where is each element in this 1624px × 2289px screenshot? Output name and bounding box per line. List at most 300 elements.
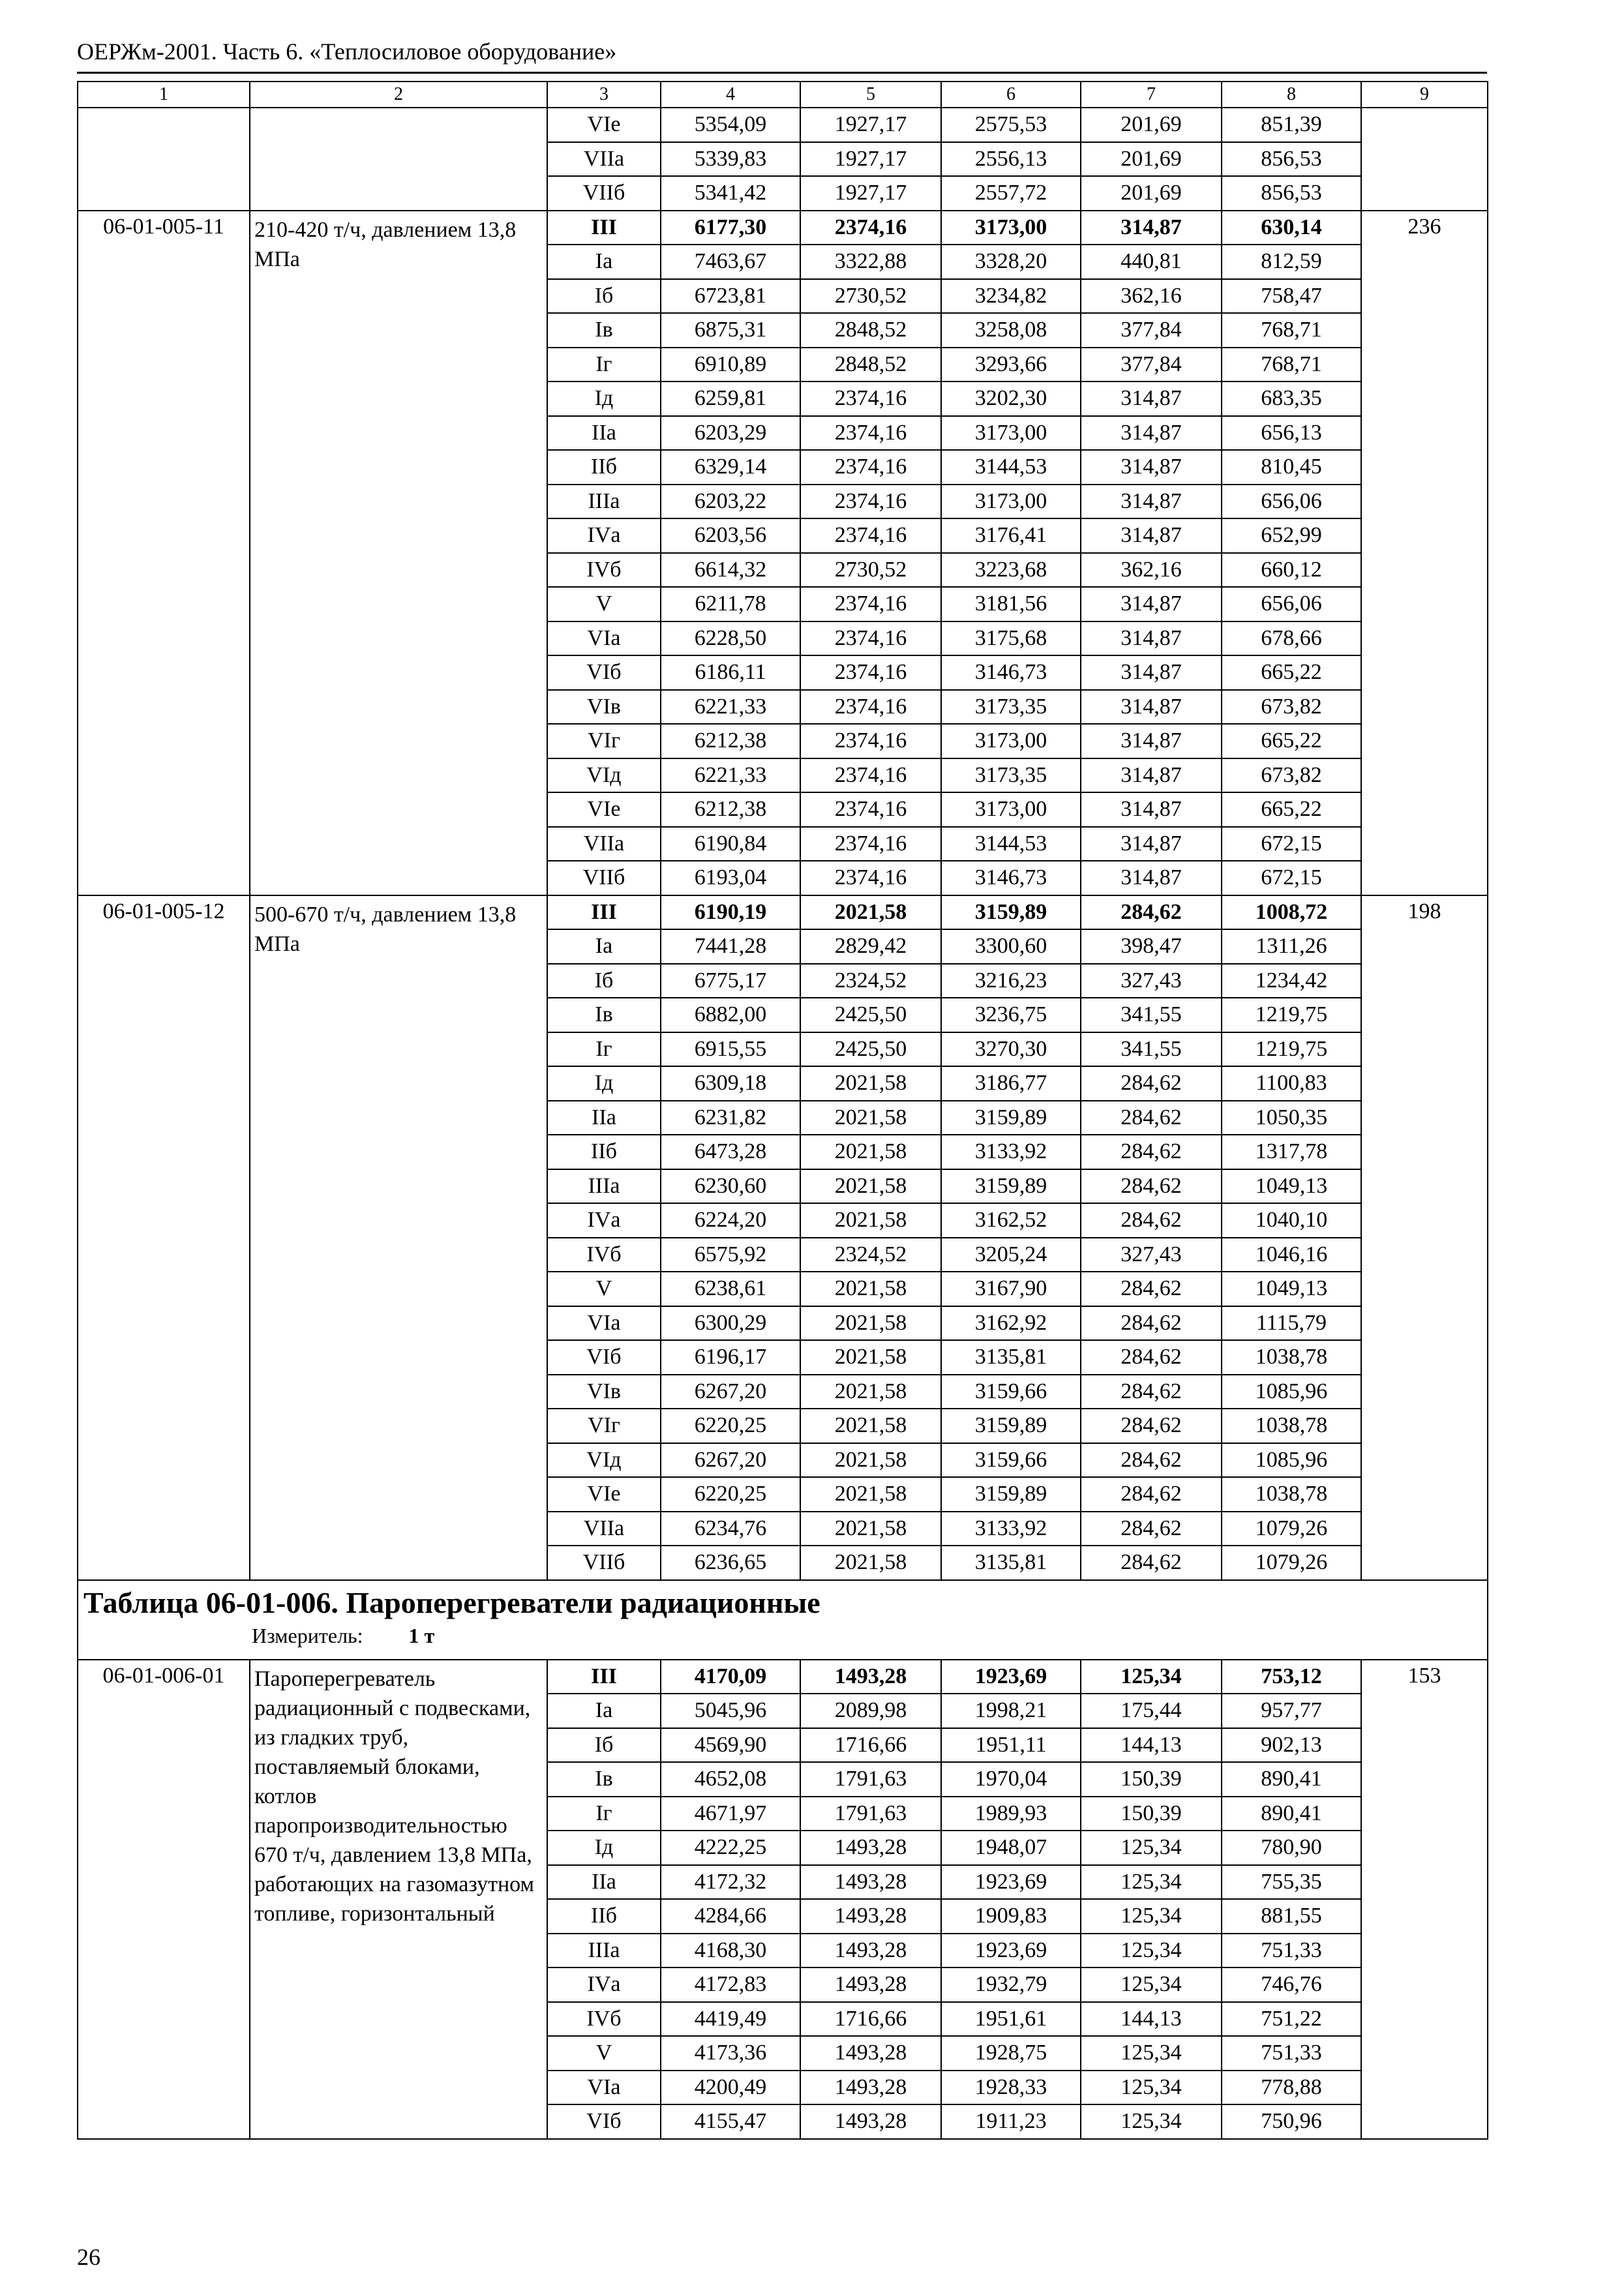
- value-cell: 125,34: [1081, 1831, 1222, 1865]
- value-cell: 4172,83: [661, 1967, 800, 2002]
- value-cell: 362,16: [1081, 279, 1222, 314]
- value-cell: 751,22: [1222, 2002, 1361, 2037]
- value-cell: 377,84: [1081, 348, 1222, 382]
- value-cell: 3216,23: [941, 964, 1081, 998]
- value-cell: 4671,97: [661, 1797, 800, 1831]
- column-number: 3: [547, 82, 661, 108]
- value-cell: 2021,58: [800, 1409, 941, 1443]
- value-cell: 1234,42: [1222, 964, 1361, 998]
- value-cell: 3173,35: [941, 758, 1081, 793]
- value-cell: 778,88: [1222, 2071, 1361, 2105]
- value-cell: 851,39: [1222, 108, 1361, 142]
- value-cell: 314,87: [1081, 450, 1222, 485]
- value-cell: 6221,33: [661, 690, 800, 725]
- value-cell: 1716,66: [800, 2002, 941, 2037]
- value-cell: 2374,16: [800, 518, 941, 553]
- value-cell: 6190,84: [661, 827, 800, 861]
- value-cell: 3133,92: [941, 1512, 1081, 1546]
- value-cell: 3159,89: [941, 895, 1081, 930]
- column-number: 7: [1081, 82, 1222, 108]
- value-cell: 5339,83: [661, 142, 800, 177]
- value-cell: 6614,32: [661, 553, 800, 588]
- value-cell: 1008,72: [1222, 895, 1361, 930]
- value-cell: 683,35: [1222, 382, 1361, 416]
- value-cell: 314,87: [1081, 211, 1222, 245]
- value-cell: 125,34: [1081, 1934, 1222, 1968]
- zone-cell: IIа: [547, 1865, 661, 1900]
- zone-cell: VIд: [547, 1443, 661, 1478]
- value-cell: 284,62: [1081, 1101, 1222, 1135]
- zone-cell: VIIа: [547, 142, 661, 177]
- value-cell: 3144,53: [941, 450, 1081, 485]
- value-cell: 7441,28: [661, 929, 800, 964]
- value-cell: 6910,89: [661, 348, 800, 382]
- zone-cell: Iг: [547, 348, 661, 382]
- value-cell: 6220,25: [661, 1477, 800, 1512]
- description-cell: [250, 108, 547, 211]
- value-cell: 2021,58: [800, 1306, 941, 1341]
- value-cell: 6329,14: [661, 450, 800, 485]
- zone-cell: Iб: [547, 964, 661, 998]
- zone-cell: Iа: [547, 245, 661, 279]
- value-cell: 6230,60: [661, 1169, 800, 1204]
- zone-cell: IIб: [547, 1135, 661, 1169]
- value-cell: 1079,26: [1222, 1512, 1361, 1546]
- description-cell: 210-420 т/ч, давлением 13,8 МПа: [250, 211, 547, 895]
- value-cell: 656,13: [1222, 416, 1361, 451]
- value-cell: 144,13: [1081, 1728, 1222, 1763]
- value-cell: 150,39: [1081, 1797, 1222, 1831]
- value-cell: 6231,82: [661, 1101, 800, 1135]
- value-cell: 2089,98: [800, 1694, 941, 1728]
- value-cell: 2425,50: [800, 1032, 941, 1067]
- column-number: 5: [800, 82, 941, 108]
- zone-cell: VIа: [547, 1306, 661, 1341]
- value-cell: 6190,19: [661, 895, 800, 930]
- zone-cell: Iг: [547, 1032, 661, 1067]
- zone-cell: Iв: [547, 1762, 661, 1797]
- zone-cell: IVа: [547, 1967, 661, 2002]
- value-cell: 1923,69: [941, 1934, 1081, 1968]
- value-cell: 6259,81: [661, 382, 800, 416]
- value-cell: 4173,36: [661, 2036, 800, 2071]
- value-cell: 314,87: [1081, 690, 1222, 725]
- page-number: 26: [77, 2244, 100, 2270]
- value-cell: 1989,93: [941, 1797, 1081, 1831]
- value-cell: 2021,58: [800, 1443, 941, 1478]
- value-cell: 150,39: [1081, 1762, 1222, 1797]
- value-cell: 2021,58: [800, 1512, 941, 1546]
- value-cell: 673,82: [1222, 690, 1361, 725]
- value-cell: 1951,61: [941, 2002, 1081, 2037]
- value-cell: 881,55: [1222, 1899, 1361, 1934]
- value-cell: 284,62: [1081, 1135, 1222, 1169]
- value-cell: 6723,81: [661, 279, 800, 314]
- value-cell: 6300,29: [661, 1306, 800, 1341]
- value-cell: 1927,17: [800, 108, 941, 142]
- value-cell: 753,12: [1222, 1660, 1361, 1694]
- value-cell: 2324,52: [800, 964, 941, 998]
- zone-cell: VIг: [547, 1409, 661, 1443]
- column-number-row: [78, 82, 1488, 108]
- table-heading-cell: [78, 1580, 1488, 1660]
- value-cell: 314,87: [1081, 724, 1222, 758]
- value-cell: 2848,52: [800, 348, 941, 382]
- value-cell: 3146,73: [941, 655, 1081, 690]
- header-rule: [77, 72, 1487, 74]
- zone-cell: VIIа: [547, 827, 661, 861]
- zone-cell: III: [547, 895, 661, 930]
- zone-cell: Iд: [547, 1066, 661, 1101]
- value-cell: 7463,67: [661, 245, 800, 279]
- zone-cell: Iа: [547, 1694, 661, 1728]
- value-cell: 6875,31: [661, 313, 800, 348]
- value-cell: 1927,17: [800, 142, 941, 177]
- value-cell: 4222,25: [661, 1831, 800, 1865]
- value-cell: 1998,21: [941, 1694, 1081, 1728]
- value-cell: 341,55: [1081, 998, 1222, 1032]
- value-cell: 314,87: [1081, 587, 1222, 621]
- value-cell: 755,35: [1222, 1865, 1361, 1900]
- value-cell: 6203,56: [661, 518, 800, 553]
- value-cell: 4168,30: [661, 1934, 800, 1968]
- col9-cell: 236: [1361, 211, 1488, 895]
- value-cell: 314,87: [1081, 382, 1222, 416]
- value-cell: 1085,96: [1222, 1443, 1361, 1478]
- value-cell: 3133,92: [941, 1135, 1081, 1169]
- page-header: ОЕРЖм-2001. Часть 6. «Теплосиловое оборудование»: [77, 38, 617, 65]
- zone-cell: III: [547, 1660, 661, 1694]
- value-cell: 2021,58: [800, 1066, 941, 1101]
- zone-cell: Iг: [547, 1797, 661, 1831]
- column-number: 2: [250, 82, 547, 108]
- value-cell: 1493,28: [800, 1967, 941, 2002]
- zone-cell: IVа: [547, 518, 661, 553]
- value-cell: 1911,23: [941, 2104, 1081, 2139]
- value-cell: 1716,66: [800, 1728, 941, 1763]
- col9-cell: 198: [1361, 895, 1488, 1580]
- value-cell: 2021,58: [800, 1375, 941, 1409]
- table-heading-row: [78, 1580, 1488, 1660]
- value-cell: 284,62: [1081, 895, 1222, 930]
- value-cell: 672,15: [1222, 861, 1361, 895]
- value-cell: 1948,07: [941, 1831, 1081, 1865]
- value-cell: 284,62: [1081, 1477, 1222, 1512]
- value-cell: 1909,83: [941, 1899, 1081, 1934]
- value-cell: 6309,18: [661, 1066, 800, 1101]
- value-cell: 890,41: [1222, 1762, 1361, 1797]
- column-number: 9: [1361, 82, 1488, 108]
- value-cell: 3234,82: [941, 279, 1081, 314]
- value-cell: 3159,89: [941, 1409, 1081, 1443]
- measure-unit: 1 т: [408, 1623, 435, 1647]
- col9-cell: 153: [1361, 1660, 1488, 2139]
- value-cell: 3175,68: [941, 621, 1081, 656]
- value-cell: 2374,16: [800, 382, 941, 416]
- value-cell: 1038,78: [1222, 1340, 1361, 1375]
- value-cell: 2374,16: [800, 485, 941, 519]
- value-cell: 377,84: [1081, 313, 1222, 348]
- value-cell: 4200,49: [661, 2071, 800, 2105]
- value-cell: 2848,52: [800, 313, 941, 348]
- value-cell: 1049,13: [1222, 1169, 1361, 1204]
- value-cell: 6212,38: [661, 724, 800, 758]
- value-cell: 284,62: [1081, 1340, 1222, 1375]
- value-cell: 2557,72: [941, 176, 1081, 211]
- zone-cell: V: [547, 2036, 661, 2071]
- value-cell: 1493,28: [800, 2104, 941, 2139]
- value-cell: 665,22: [1222, 655, 1361, 690]
- zone-cell: VIб: [547, 1340, 661, 1375]
- value-cell: 1038,78: [1222, 1477, 1361, 1512]
- value-cell: 3173,00: [941, 416, 1081, 451]
- value-cell: 812,59: [1222, 245, 1361, 279]
- value-cell: 3270,30: [941, 1032, 1081, 1067]
- value-cell: 2374,16: [800, 450, 941, 485]
- value-cell: 810,45: [1222, 450, 1361, 485]
- value-cell: 3135,81: [941, 1340, 1081, 1375]
- value-cell: 768,71: [1222, 313, 1361, 348]
- value-cell: 5045,96: [661, 1694, 800, 1728]
- value-cell: 2021,58: [800, 1340, 941, 1375]
- value-cell: 2829,42: [800, 929, 941, 964]
- value-cell: 284,62: [1081, 1409, 1222, 1443]
- value-cell: 284,62: [1081, 1306, 1222, 1341]
- value-cell: 3159,66: [941, 1443, 1081, 1478]
- value-cell: 656,06: [1222, 587, 1361, 621]
- value-cell: 1791,63: [800, 1762, 941, 1797]
- value-cell: 3159,89: [941, 1477, 1081, 1512]
- value-cell: 1038,78: [1222, 1409, 1361, 1443]
- table-row: [78, 211, 1488, 245]
- value-cell: 3181,56: [941, 587, 1081, 621]
- value-cell: 1493,28: [800, 1831, 941, 1865]
- value-cell: 327,43: [1081, 1238, 1222, 1272]
- value-cell: 1046,16: [1222, 1238, 1361, 1272]
- value-cell: 2021,58: [800, 1203, 941, 1238]
- table-row: [78, 1660, 1488, 1694]
- zone-cell: VIIб: [547, 1546, 661, 1580]
- value-cell: 284,62: [1081, 1169, 1222, 1204]
- value-cell: 201,69: [1081, 108, 1222, 142]
- value-cell: 1493,28: [800, 1899, 941, 1934]
- value-cell: 3173,00: [941, 485, 1081, 519]
- value-cell: 6203,22: [661, 485, 800, 519]
- col9-cell: [1361, 108, 1488, 211]
- value-cell: 768,71: [1222, 348, 1361, 382]
- value-cell: 284,62: [1081, 1546, 1222, 1580]
- zone-cell: VIг: [547, 724, 661, 758]
- column-number: 6: [941, 82, 1081, 108]
- zone-cell: IVб: [547, 2002, 661, 2037]
- zone-cell: IIIа: [547, 485, 661, 519]
- value-cell: 440,81: [1081, 245, 1222, 279]
- value-cell: 3236,75: [941, 998, 1081, 1032]
- value-cell: 957,77: [1222, 1694, 1361, 1728]
- zone-cell: VIб: [547, 2104, 661, 2139]
- value-cell: 3328,20: [941, 245, 1081, 279]
- value-cell: 665,22: [1222, 724, 1361, 758]
- value-cell: 125,34: [1081, 2071, 1222, 2105]
- value-cell: 3159,89: [941, 1101, 1081, 1135]
- value-cell: 6236,65: [661, 1546, 800, 1580]
- zone-cell: Iд: [547, 382, 661, 416]
- value-cell: 660,12: [1222, 553, 1361, 588]
- value-cell: 2021,58: [800, 1546, 941, 1580]
- value-cell: 6211,78: [661, 587, 800, 621]
- zone-cell: Iв: [547, 313, 661, 348]
- value-cell: 4569,90: [661, 1728, 800, 1763]
- value-cell: 327,43: [1081, 964, 1222, 998]
- value-cell: 6228,50: [661, 621, 800, 656]
- value-cell: 3322,88: [800, 245, 941, 279]
- value-cell: 6186,11: [661, 655, 800, 690]
- value-cell: 284,62: [1081, 1272, 1222, 1306]
- zone-cell: VIе: [547, 1477, 661, 1512]
- measure-line: [252, 1623, 1482, 1649]
- value-cell: 314,87: [1081, 758, 1222, 793]
- value-cell: 3167,90: [941, 1272, 1081, 1306]
- value-cell: 1951,11: [941, 1728, 1081, 1763]
- value-cell: 125,34: [1081, 1660, 1222, 1694]
- code-cell: 06-01-006-01: [78, 1660, 250, 2139]
- zone-cell: VIIб: [547, 176, 661, 211]
- value-cell: 1100,83: [1222, 1066, 1361, 1101]
- value-cell: 1970,04: [941, 1762, 1081, 1797]
- value-cell: 1493,28: [800, 2036, 941, 2071]
- value-cell: 1923,69: [941, 1660, 1081, 1694]
- column-number: 1: [78, 82, 250, 108]
- value-cell: 3176,41: [941, 518, 1081, 553]
- value-cell: 2374,16: [800, 416, 941, 451]
- value-cell: 2374,16: [800, 211, 941, 245]
- table-title: Таблица 06-01-006. Пароперегреватели радиационные: [83, 1585, 820, 1619]
- value-cell: 2374,16: [800, 827, 941, 861]
- zone-cell: IIб: [547, 1899, 661, 1934]
- zone-cell: IIб: [547, 450, 661, 485]
- value-cell: 6177,30: [661, 211, 800, 245]
- value-cell: 3144,53: [941, 827, 1081, 861]
- value-cell: 314,87: [1081, 792, 1222, 827]
- measure-label: Измеритель:: [252, 1623, 363, 1647]
- value-cell: 6882,00: [661, 998, 800, 1032]
- zone-cell: III: [547, 211, 661, 245]
- value-cell: 201,69: [1081, 176, 1222, 211]
- value-cell: 746,76: [1222, 1967, 1361, 2002]
- value-cell: 652,99: [1222, 518, 1361, 553]
- value-cell: 125,34: [1081, 2104, 1222, 2139]
- value-cell: 2425,50: [800, 998, 941, 1032]
- value-cell: 1791,63: [800, 1797, 941, 1831]
- zone-cell: VIв: [547, 1375, 661, 1409]
- value-cell: 630,14: [1222, 211, 1361, 245]
- value-cell: 4284,66: [661, 1899, 800, 1934]
- price-table: [77, 81, 1488, 2140]
- value-cell: 314,87: [1081, 416, 1222, 451]
- value-cell: 902,13: [1222, 1728, 1361, 1763]
- value-cell: 6915,55: [661, 1032, 800, 1067]
- value-cell: 780,90: [1222, 1831, 1361, 1865]
- description-cell: 500-670 т/ч, давлением 13,8 МПа: [250, 895, 547, 1580]
- value-cell: 4419,49: [661, 2002, 800, 2037]
- value-cell: 1085,96: [1222, 1375, 1361, 1409]
- zone-cell: IIа: [547, 1101, 661, 1135]
- value-cell: 673,82: [1222, 758, 1361, 793]
- value-cell: 6193,04: [661, 861, 800, 895]
- value-cell: 398,47: [1081, 929, 1222, 964]
- value-cell: 6238,61: [661, 1272, 800, 1306]
- value-cell: 3202,30: [941, 382, 1081, 416]
- value-cell: 2374,16: [800, 758, 941, 793]
- value-cell: 672,15: [1222, 827, 1361, 861]
- value-cell: 284,62: [1081, 1203, 1222, 1238]
- value-cell: 314,87: [1081, 827, 1222, 861]
- value-cell: 3159,66: [941, 1375, 1081, 1409]
- value-cell: 3173,35: [941, 690, 1081, 725]
- zone-cell: IIIа: [547, 1934, 661, 1968]
- code-cell: 06-01-005-11: [78, 211, 250, 895]
- value-cell: 3173,00: [941, 724, 1081, 758]
- value-cell: 125,34: [1081, 1865, 1222, 1900]
- value-cell: 284,62: [1081, 1066, 1222, 1101]
- value-cell: 2021,58: [800, 895, 941, 930]
- value-cell: 3173,00: [941, 792, 1081, 827]
- value-cell: 3293,66: [941, 348, 1081, 382]
- value-cell: 4170,09: [661, 1660, 800, 1694]
- value-cell: 314,87: [1081, 485, 1222, 519]
- value-cell: 1923,69: [941, 1865, 1081, 1900]
- value-cell: 1927,17: [800, 176, 941, 211]
- zone-cell: Iд: [547, 1831, 661, 1865]
- value-cell: 3162,92: [941, 1306, 1081, 1341]
- value-cell: 1219,75: [1222, 998, 1361, 1032]
- value-cell: 3205,24: [941, 1238, 1081, 1272]
- value-cell: 2374,16: [800, 792, 941, 827]
- zone-cell: V: [547, 1272, 661, 1306]
- value-cell: 6220,25: [661, 1409, 800, 1443]
- value-cell: 751,33: [1222, 1934, 1361, 1968]
- value-cell: 758,47: [1222, 279, 1361, 314]
- value-cell: 2374,16: [800, 587, 941, 621]
- value-cell: 1928,33: [941, 2071, 1081, 2105]
- value-cell: 6267,20: [661, 1375, 800, 1409]
- value-cell: 1493,28: [800, 2071, 941, 2105]
- value-cell: 314,87: [1081, 518, 1222, 553]
- value-cell: 6224,20: [661, 1203, 800, 1238]
- value-cell: 665,22: [1222, 792, 1361, 827]
- value-cell: 6267,20: [661, 1443, 800, 1478]
- zone-cell: IVб: [547, 1238, 661, 1272]
- value-cell: 750,96: [1222, 2104, 1361, 2139]
- value-cell: 3173,00: [941, 211, 1081, 245]
- value-cell: 6212,38: [661, 792, 800, 827]
- value-cell: 284,62: [1081, 1443, 1222, 1478]
- value-cell: 6575,92: [661, 1238, 800, 1272]
- value-cell: 2730,52: [800, 553, 941, 588]
- column-number: 8: [1222, 82, 1361, 108]
- value-cell: 656,06: [1222, 485, 1361, 519]
- zone-cell: VIд: [547, 758, 661, 793]
- value-cell: 3159,89: [941, 1169, 1081, 1204]
- value-cell: 6775,17: [661, 964, 800, 998]
- value-cell: 201,69: [1081, 142, 1222, 177]
- value-cell: 3186,77: [941, 1066, 1081, 1101]
- value-cell: 1115,79: [1222, 1306, 1361, 1341]
- value-cell: 3135,81: [941, 1546, 1081, 1580]
- value-cell: 2324,52: [800, 1238, 941, 1272]
- value-cell: 2730,52: [800, 279, 941, 314]
- value-cell: 2021,58: [800, 1169, 941, 1204]
